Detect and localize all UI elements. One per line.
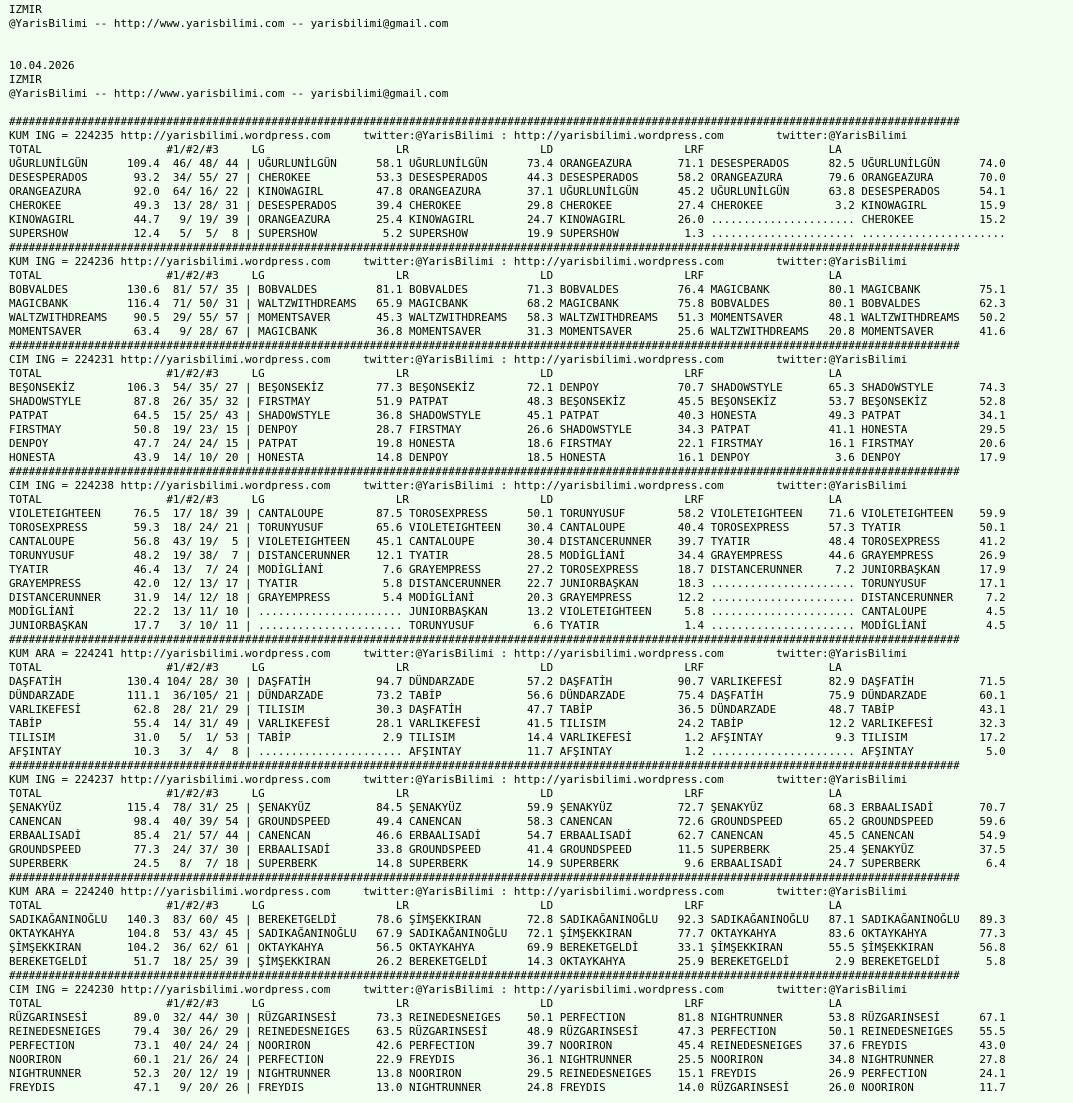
report-line: IZMIR [9,3,42,16]
report-line: @YarisBilimi -- http://www.yarisbilimi.com -- yarisbilimi@gmail.com [9,17,449,30]
race-header: CIM ING = 224238 http://yarisbilimi.wordpress.com twitter:@YarisBilimi : http://yarisbilimi.wordpress.com twitter:@YarisBilimi [9,479,908,492]
race-header: CIM ING = 224230 http://yarisbilimi.wordpress.com twitter:@YarisBilimi : http://yarisbilimi.wordpress.com twitter:@YarisBilimi [9,983,908,996]
result-row: MOMENTSAVER 63.4 9/ 28/ 67 | MAGICBANK 36.8 MOMENTSAVER 31.3 MOMENTSAVER 25.6 WALTZWITHDREAMS 20.8 MOMENTSAVER 41.6 [9,325,1006,338]
separator-line: ################################################################################################################################################# [9,759,960,772]
result-row: NIGHTRUNNER 52.3 20/ 12/ 19 | NIGHTRUNNER 13.8 NOORIRON 29.5 REINEDESNEIGES 15.1 FREYDIS 26.9 PERFECTION 24.1 [9,1067,1006,1080]
result-row: SHADOWSTYLE 87.8 26/ 35/ 32 | FIRSTMAY 51.9 PATPAT 48.3 BEŞONSEKİZ 45.5 BEŞONSEKİZ 53.7 BEŞONSEKİZ 52.8 [9,395,1006,408]
result-row: DENPOY 47.7 24/ 24/ 15 | PATPAT 19.8 HONESTA 18.6 FIRSTMAY 22.1 FIRSTMAY 16.1 FIRSTMAY 20.6 [9,437,1006,450]
result-row: TOROSEXPRESS 59.3 18/ 24/ 21 | TORUNYUSUF 65.6 VIOLETEIGHTEEN 30.4 CANTALOUPE 40.4 TOROSEXPRESS 57.3 TYATIR 50.1 [9,521,1006,534]
result-row: GRAYEMPRESS 42.0 12/ 13/ 17 | TYATIR 5.8 DISTANCERUNNER 22.7 JUNIORBAŞKAN 18.3 ...................... TORUNYUSUF 17.1 [9,577,1006,590]
result-row: FREYDIS 47.1 9/ 20/ 26 | FREYDIS 13.0 NIGHTRUNNER 24.8 FREYDIS 14.0 RÜZGARINSESİ 26.0 NOORIRON 11.7 [9,1081,1006,1094]
result-row: MODİGLİANİ 22.2 13/ 11/ 10 | ...................... JUNIORBAŞKAN 13.2 VIOLETEIGHTEEN 5.8 ...................... CANTALOUPE 4.5 [9,605,1006,618]
race-header: KUM ARA = 224240 http://yarisbilimi.wordpress.com twitter:@YarisBilimi : http://yarisbilimi.wordpress.com twitter:@YarisBilimi [9,885,908,898]
result-row: TABİP 55.4 14/ 31/ 49 | VARLIKEFESİ 28.1 VARLIKEFESİ 41.5 TILISIM 24.2 TABİP 12.2 VARLIKEFESİ 32.3 [9,717,1006,730]
blank-line [9,31,1073,45]
result-row: KINOWAGIRL 44.7 9/ 19/ 39 | ORANGEAZURA 25.4 KINOWAGIRL 24.7 KINOWAGIRL 26.0 ...................... CHEROKEE 15.2 [9,213,1006,226]
result-row: VIOLETEIGHTEEN 76.5 17/ 18/ 39 | CANTALOUPE 87.5 TOROSEXPRESS 50.1 TORUNYUSUF 58.2 VIOLETEIGHTEEN 71.6 VIOLETEIGHTEEN 59.9 [9,507,1006,520]
race-header: CIM ING = 224231 http://yarisbilimi.wordpress.com twitter:@YarisBilimi : http://yarisbilimi.wordpress.com twitter:@YarisBilimi [9,353,908,366]
result-row: NOORIRON 60.1 21/ 26/ 24 | PERFECTION 22.9 FREYDIS 36.1 NIGHTRUNNER 25.5 NOORIRON 34.8 NIGHTRUNNER 27.8 [9,1053,1006,1066]
separator-line: ################################################################################################################################################# [9,633,960,646]
race-header: KUM ING = 224235 http://yarisbilimi.wordpress.com twitter:@YarisBilimi : http://yarisbilimi.wordpress.com twitter:@YarisBilimi [9,129,908,142]
report-line: 10.04.2026 [9,59,75,72]
race-header: KUM ING = 224236 http://yarisbilimi.wordpress.com twitter:@YarisBilimi : http://yarisbilimi.wordpress.com twitter:@YarisBilimi [9,255,908,268]
result-row: SUPERSHOW 12.4 5/ 5/ 8 | SUPERSHOW 5.2 SUPERSHOW 19.9 SUPERSHOW 1.3 ...................... ...................... [9,227,1006,240]
result-row: HONESTA 43.9 14/ 10/ 20 | HONESTA 14.8 DENPOY 18.5 HONESTA 16.1 DENPOY 3.6 DENPOY 17.9 [9,451,1006,464]
result-row: GROUNDSPEED 77.3 24/ 37/ 30 | ERBAALISADİ 33.8 GROUNDSPEED 41.4 GROUNDSPEED 11.5 SUPERBERK 25.4 ŞENAKYÜZ 37.5 [9,843,1006,856]
column-header: TOTAL #1/#2/#3 LG LR LD LRF LA [9,367,842,380]
race-header: KUM ING = 224237 http://yarisbilimi.wordpress.com twitter:@YarisBilimi : http://yarisbilimi.wordpress.com twitter:@YarisBilimi [9,773,908,786]
result-row: DÜNDARZADE 111.1 36/105/ 21 | DÜNDARZADE 73.2 TABİP 56.6 DÜNDARZADE 75.4 DAŞFATİH 75.9 DÜNDARZADE 60.1 [9,689,1006,702]
result-row: CANTALOUPE 56.8 43/ 19/ 5 | VIOLETEIGHTEEN 45.1 CANTALOUPE 30.4 DISTANCERUNNER 39.7 TYATIR 48.4 TOROSEXPRESS 41.2 [9,535,1006,548]
blank-line [9,45,1073,59]
column-header: TOTAL #1/#2/#3 LG LR LD LRF LA [9,269,842,282]
result-row: TORUNYUSUF 48.2 19/ 38/ 7 | DISTANCERUNNER 12.1 TYATIR 28.5 MODİGLİANİ 34.4 GRAYEMPRESS 44.6 GRAYEMPRESS 26.9 [9,549,1006,562]
result-row: TILISIM 31.0 5/ 1/ 53 | TABİP 2.9 TILISIM 14.4 VARLIKEFESİ 1.2 AFŞINTAY 9.3 TILISIM 17.2 [9,731,1006,744]
blank-line [9,101,1073,115]
result-row: CANENCAN 98.4 40/ 39/ 54 | GROUNDSPEED 49.4 CANENCAN 58.3 CANENCAN 72.6 GROUNDSPEED 65.2 GROUNDSPEED 59.6 [9,815,1006,828]
result-row: SADIKAĞANINOĞLU 140.3 83/ 60/ 45 | BEREKETGELDİ 78.6 ŞİMŞEKKIRAN 72.8 SADIKAĞANINOĞLU 92.3 SADIKAĞANINOĞLU 87.1 SADIKAĞANINOĞLU 89.3 [9,913,1006,926]
result-row: BEŞONSEKİZ 106.3 54/ 35/ 27 | BEŞONSEKİZ 77.3 BEŞONSEKİZ 72.1 DENPOY 70.7 SHADOWSTYLE 65.3 SHADOWSTYLE 74.3 [9,381,1006,394]
result-row: OKTAYKAHYA 104.8 53/ 43/ 45 | SADIKAĞANINOĞLU 67.9 SADIKAĞANINOĞLU 72.1 ŞİMŞEKKIRAN 77.7 OKTAYKAHYA 83.6 OKTAYKAHYA 77.3 [9,927,1006,940]
result-row: REINEDESNEIGES 79.4 30/ 26/ 29 | REINEDESNEIGES 63.5 RÜZGARINSESİ 48.9 RÜZGARINSESİ 47.3 PERFECTION 50.1 REINEDESNEIGES 55.5 [9,1025,1006,1038]
column-header: TOTAL #1/#2/#3 LG LR LD LRF LA [9,899,842,912]
separator-line: ################################################################################################################################################# [9,339,960,352]
result-row: FIRSTMAY 50.8 19/ 23/ 15 | DENPOY 28.7 FIRSTMAY 26.6 SHADOWSTYLE 34.3 PATPAT 41.1 HONESTA 29.5 [9,423,1006,436]
result-row: DISTANCERUNNER 31.9 14/ 12/ 18 | GRAYEMPRESS 5.4 MODİGLİANİ 20.3 GRAYEMPRESS 12.2 ...................... DISTANCERUNNER 7.2 [9,591,1006,604]
column-header: TOTAL #1/#2/#3 LG LR LD LRF LA [9,787,842,800]
column-header: TOTAL #1/#2/#3 LG LR LD LRF LA [9,997,842,1010]
column-header: TOTAL #1/#2/#3 LG LR LD LRF LA [9,661,842,674]
result-row: TYATIR 46.4 13/ 7/ 24 | MODİGLİANİ 7.6 GRAYEMPRESS 27.2 TOROSEXPRESS 18.7 DISTANCERUNNER 7.2 JUNIORBAŞKAN 17.9 [9,563,1006,576]
result-row: AFŞINTAY 10.3 3/ 4/ 8 | ...................... AFŞINTAY 11.7 AFŞINTAY 1.2 ...................... AFŞINTAY 5.0 [9,745,1006,758]
result-row: BEREKETGELDİ 51.7 18/ 25/ 39 | ŞİMŞEKKIRAN 26.2 BEREKETGELDİ 14.3 OKTAYKAHYA 25.9 BEREKETGELDİ 2.9 BEREKETGELDİ 5.8 [9,955,1006,968]
result-row: VARLIKEFESİ 62.8 28/ 21/ 29 | TILISIM 30.3 DAŞFATİH 47.7 TABİP 36.5 DÜNDARZADE 48.7 TABİP 43.1 [9,703,1006,716]
result-row: ERBAALISADİ 85.4 21/ 57/ 44 | CANENCAN 46.6 ERBAALISADİ 54.7 ERBAALISADİ 62.7 CANENCAN 45.5 CANENCAN 54.9 [9,829,1006,842]
separator-line: ################################################################################################################################################# [9,241,960,254]
report-line: @YarisBilimi -- http://www.yarisbilimi.com -- yarisbilimi@gmail.com [9,87,449,100]
result-row: RÜZGARINSESİ 89.0 32/ 44/ 30 | RÜZGARINSESİ 73.3 REINEDESNEIGES 50.1 PERFECTION 81.8 NIGHTRUNNER 53.8 RÜZGARINSESİ 67.1 [9,1011,1006,1024]
result-row: DAŞFATİH 130.4 104/ 28/ 30 | DAŞFATİH 94.7 DÜNDARZADE 57.2 DAŞFATİH 90.7 VARLIKEFESİ 82.9 DAŞFATİH 71.5 [9,675,1006,688]
result-row: PERFECTION 73.1 40/ 24/ 24 | NOORIRON 42.6 PERFECTION 39.7 NOORIRON 45.4 REINEDESNEIGES 37.6 FREYDIS 43.0 [9,1039,1006,1052]
result-row: MAGICBANK 116.4 71/ 50/ 31 | WALTZWITHDREAMS 65.9 MAGICBANK 68.2 MAGICBANK 75.8 BOBVALDES 80.1 BOBVALDES 62.3 [9,297,1006,310]
column-header: TOTAL #1/#2/#3 LG LR LD LRF LA [9,493,842,506]
result-row: JUNIORBAŞKAN 17.7 3/ 10/ 11 | ...................... TORUNYUSUF 6.6 TYATIR 1.4 ...................... MODİGLİANİ 4.5 [9,619,1006,632]
result-row: ŞİMŞEKKIRAN 104.2 36/ 62/ 61 | OKTAYKAHYA 56.5 OKTAYKAHYA 69.9 BEREKETGELDİ 33.1 ŞİMŞEKKIRAN 55.5 ŞİMŞEKKIRAN 56.8 [9,941,1006,954]
result-row: SUPERBERK 24.5 8/ 7/ 18 | SUPERBERK 14.8 SUPERBERK 14.9 SUPERBERK 9.6 ERBAALISADİ 24.7 SUPERBERK 6.4 [9,857,1006,870]
separator-line: ################################################################################################################################################# [9,969,960,982]
separator-line: ################################################################################################################################################# [9,465,960,478]
result-row: UĞURLUNİLGÜN 109.4 46/ 48/ 44 | UĞURLUNİLGÜN 58.1 UĞURLUNİLGÜN 73.4 ORANGEAZURA 71.1 DESESPERADOS 82.5 UĞURLUNİLGÜN 74.0 [9,157,1006,170]
result-row: DESESPERADOS 93.2 34/ 55/ 27 | CHEROKEE 53.3 DESESPERADOS 44.3 DESESPERADOS 58.2 ORANGEAZURA 79.6 ORANGEAZURA 70.0 [9,171,1006,184]
result-row: PATPAT 64.5 15/ 25/ 43 | SHADOWSTYLE 36.8 SHADOWSTYLE 45.1 PATPAT 40.3 HONESTA 49.3 PATPAT 34.1 [9,409,1006,422]
result-row: ORANGEAZURA 92.0 64/ 16/ 22 | KINOWAGIRL 47.8 ORANGEAZURA 37.1 UĞURLUNİLGÜN 45.2 UĞURLUNİLGÜN 63.8 DESESPERADOS 54.1 [9,185,1006,198]
result-row: ŞENAKYÜZ 115.4 78/ 31/ 25 | ŞENAKYÜZ 84.5 ŞENAKYÜZ 59.9 ŞENAKYÜZ 72.7 ŞENAKYÜZ 68.3 ERBAALISADİ 70.7 [9,801,1006,814]
report-line: IZMIR [9,73,42,86]
result-row: BOBVALDES 130.6 81/ 57/ 35 | BOBVALDES 81.1 BOBVALDES 71.3 BOBVALDES 76.4 MAGICBANK 80.1 MAGICBANK 75.1 [9,283,1006,296]
separator-line: ################################################################################################################################################# [9,871,960,884]
race-header: KUM ARA = 224241 http://yarisbilimi.wordpress.com twitter:@YarisBilimi : http://yarisbilimi.wordpress.com twitter:@YarisBilimi [9,647,908,660]
result-row: WALTZWITHDREAMS 90.5 29/ 55/ 57 | MOMENTSAVER 45.3 WALTZWITHDREAMS 58.3 WALTZWITHDREAMS 51.3 MOMENTSAVER 48.1 WALTZWITHDREAMS 50.2 [9,311,1006,324]
separator-line: ################################################################################################################################################# [9,115,960,128]
column-header: TOTAL #1/#2/#3 LG LR LD LRF LA [9,143,842,156]
result-row: CHEROKEE 49.3 13/ 28/ 31 | DESESPERADOS 39.4 CHEROKEE 29.8 CHEROKEE 27.4 CHEROKEE 3.2 KINOWAGIRL 15.9 [9,199,1006,212]
